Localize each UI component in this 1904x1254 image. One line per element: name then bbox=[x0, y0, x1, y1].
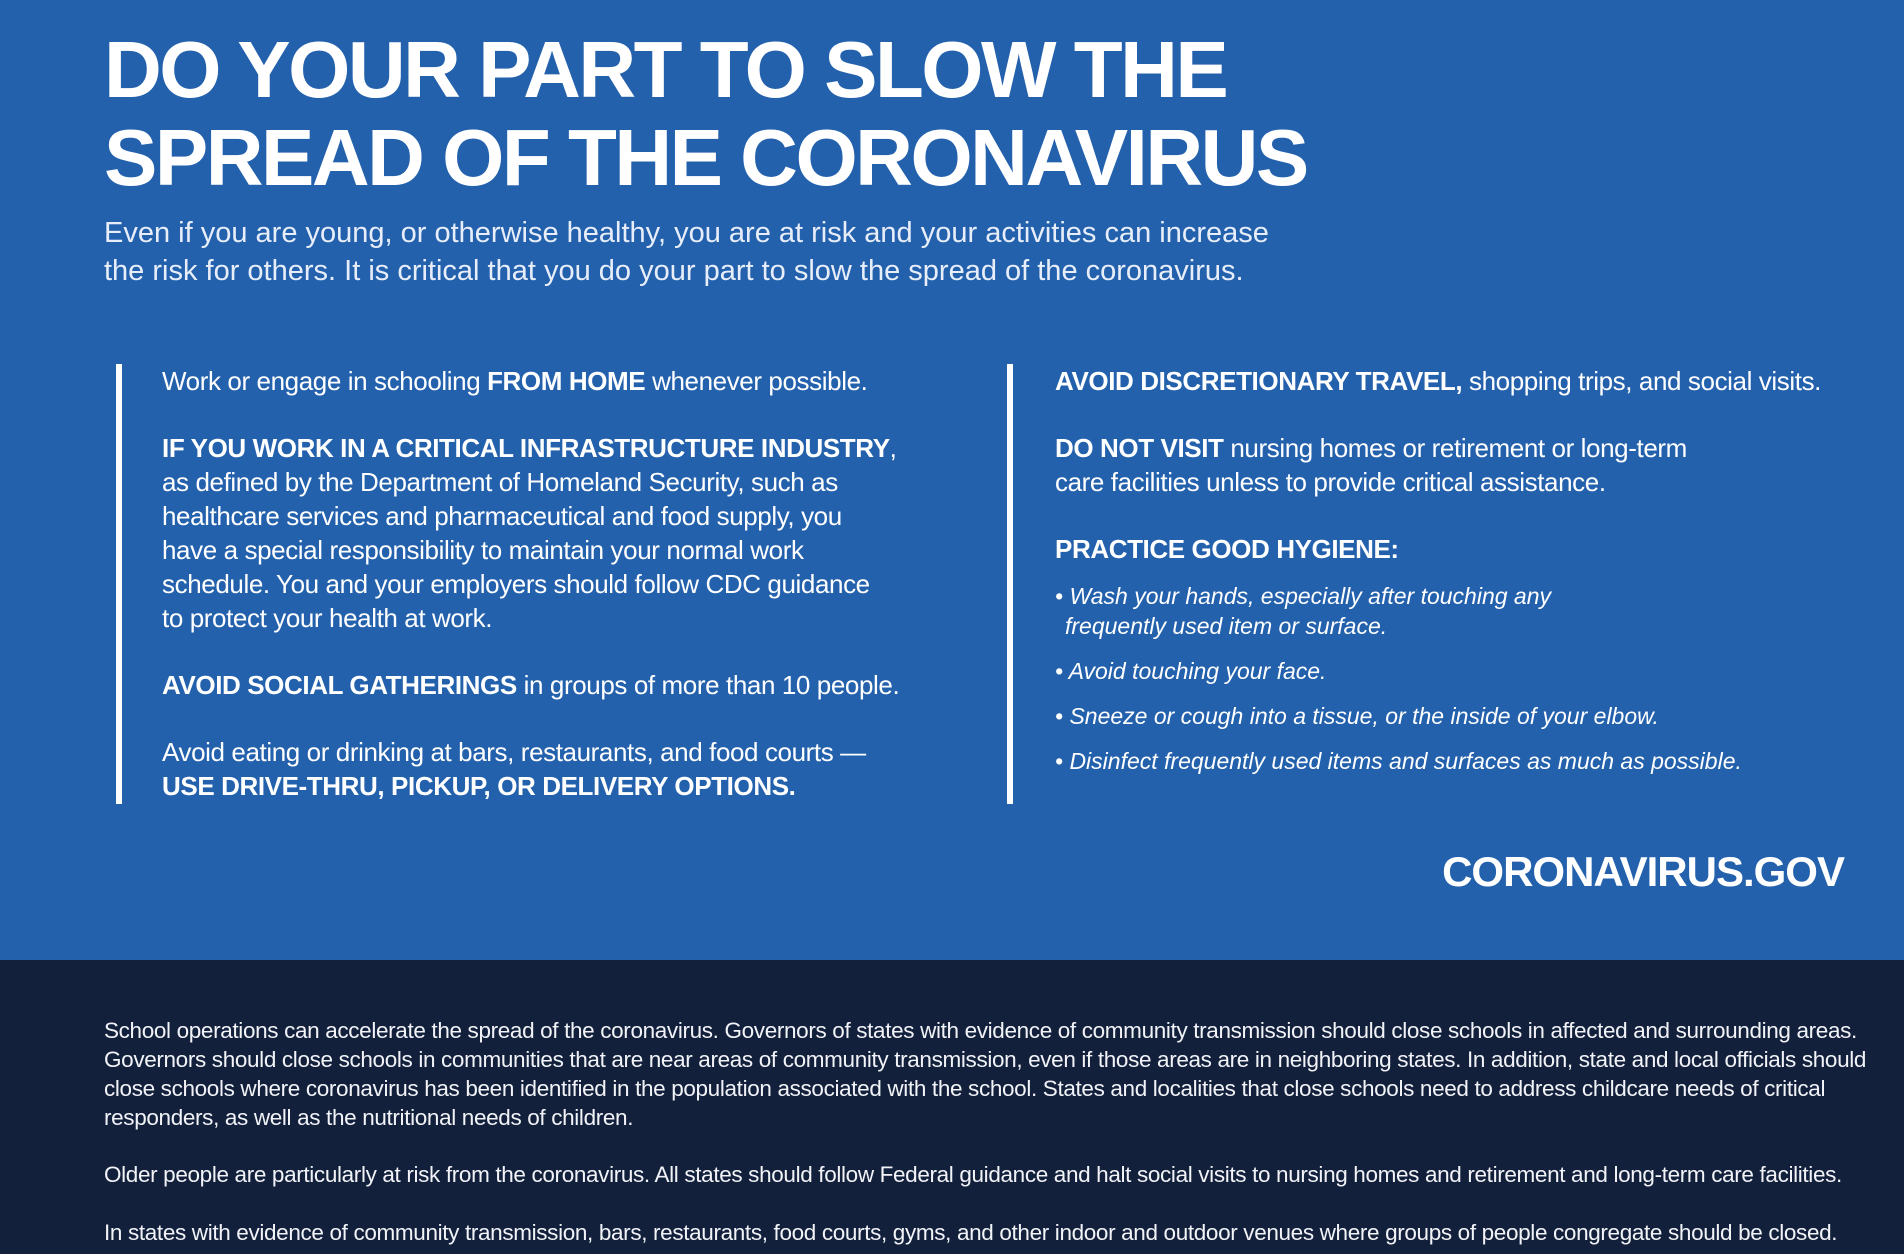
critical-line-6: to protect your health at work. bbox=[162, 603, 493, 633]
visit-bold: DO NOT VISIT bbox=[1055, 433, 1224, 463]
visit-post: nursing homes or retirement or long-term bbox=[1223, 433, 1687, 463]
gatherings-line bbox=[162, 668, 916, 702]
schools-note-line-4: responders, as well as the nutritional needs of children. bbox=[104, 1105, 634, 1130]
schools-note bbox=[104, 1016, 1894, 1132]
critical-line-4: have a special responsibility to maintain your normal work bbox=[162, 535, 804, 565]
hygiene-item-disinfect bbox=[1055, 746, 1887, 776]
work-from-home-text bbox=[162, 364, 916, 398]
eating-line-2: USE DRIVE-THRU, PICKUP, OR DELIVERY OPTIONS. bbox=[162, 771, 796, 801]
work-from-home-pre: Work or engage in schooling bbox=[162, 366, 488, 396]
travel-post: shopping trips, and social visits. bbox=[1462, 366, 1822, 396]
work-from-home-line bbox=[162, 364, 916, 398]
older-people-note bbox=[104, 1160, 1894, 1189]
eating-out-text bbox=[162, 735, 916, 803]
visit-line-2: care facilities unless to provide critical assistance. bbox=[1055, 467, 1606, 497]
critical-line-3: healthcare services and pharmaceutical and food supply, you bbox=[162, 501, 842, 531]
do-not-visit-text bbox=[1055, 431, 1887, 499]
eating-line-1: Avoid eating or drinking at bars, restaurants, and food courts — bbox=[162, 737, 866, 767]
hygiene-item-sneeze bbox=[1055, 701, 1887, 731]
headline bbox=[104, 25, 1307, 202]
hygiene-item-1-line-2: frequently used item or surface. bbox=[1065, 613, 1388, 639]
work-from-home-bold: FROM HOME bbox=[487, 366, 646, 396]
gatherings-bold: AVOID SOCIAL GATHERINGS bbox=[162, 670, 517, 700]
hygiene-item-wash-hands bbox=[1055, 581, 1887, 641]
right-column bbox=[1007, 364, 1887, 804]
intro-text bbox=[104, 214, 1404, 290]
headline-line-1: DO YOUR PART TO SLOW THE bbox=[104, 25, 1227, 114]
venues-note bbox=[104, 1218, 1894, 1247]
hygiene-item-face bbox=[1055, 656, 1887, 686]
older-people-note-line: Older people are particularly at risk from the coronavirus. All states should follow Federal guidance and halt social visits to nursing homes and retirement and long-term care facilities. bbox=[104, 1162, 1842, 1187]
visit-line-1 bbox=[1055, 431, 1887, 465]
schools-note-line-3: close schools where coronavirus has been identified in the population associated with the school. States and localities that close schools need to address childcare needs of critical bbox=[104, 1076, 1826, 1101]
travel-bold: AVOID DISCRETIONARY TRAVEL, bbox=[1055, 366, 1463, 396]
venues-note-line: In states with evidence of community transmission, bars, restaurants, food courts, gyms, and other indoor and outdoor venues where groups of people congregate should be closed. bbox=[104, 1220, 1838, 1245]
critical-line-5: schedule. You and your employers should follow CDC guidance bbox=[162, 569, 870, 599]
website-label: CORONAVIRUS.GOV bbox=[1442, 848, 1844, 895]
critical-line-2: as defined by the Department of Homeland Security, such as bbox=[162, 467, 838, 497]
schools-note-line-2: Governors should close schools in communities that are near areas of community transmission, even if those areas are in neighboring states. In addition, state and local officials should bbox=[104, 1047, 1867, 1072]
hygiene-item-2-line-1: • Avoid touching your face. bbox=[1055, 658, 1327, 684]
work-from-home-post: whenever possible. bbox=[645, 366, 868, 396]
left-column bbox=[116, 364, 916, 804]
social-gatherings-text bbox=[162, 668, 916, 702]
hygiene-item-1-line-1: • Wash your hands, especially after touching any bbox=[1055, 583, 1552, 609]
gatherings-post: in groups of more than 10 people. bbox=[516, 670, 900, 700]
travel-line bbox=[1055, 364, 1887, 398]
critical-line-1 bbox=[162, 431, 916, 465]
hygiene-item-3-line-1: • Sneeze or cough into a tissue, or the inside of your elbow. bbox=[1055, 703, 1659, 729]
intro-line-1: Even if you are young, or otherwise healthy, you are at risk and your activities can increase bbox=[104, 217, 1269, 249]
critical-bold: IF YOU WORK IN A CRITICAL INFRASTRUCTURE INDUSTRY bbox=[162, 433, 890, 463]
intro-line-2: the risk for others. It is critical that you do your part to slow the spread of the coronavirus. bbox=[104, 255, 1244, 287]
hygiene-list bbox=[1055, 581, 1887, 776]
critical-infrastructure-text bbox=[162, 431, 916, 635]
hygiene-item-4-line-1: • Disinfect frequently used items and surfaces as much as possible. bbox=[1055, 748, 1742, 774]
schools-note-line-1: School operations can accelerate the spread of the coronavirus. Governors of states with evidence of community transmission should close schools in affected and surrounding areas. bbox=[104, 1018, 1857, 1043]
critical-bold-tail: , bbox=[889, 433, 897, 463]
hygiene-title: PRACTICE GOOD HYGIENE: bbox=[1055, 534, 1399, 564]
travel-text bbox=[1055, 364, 1887, 398]
headline-line-2: SPREAD OF THE CORONAVIRUS bbox=[104, 113, 1307, 202]
